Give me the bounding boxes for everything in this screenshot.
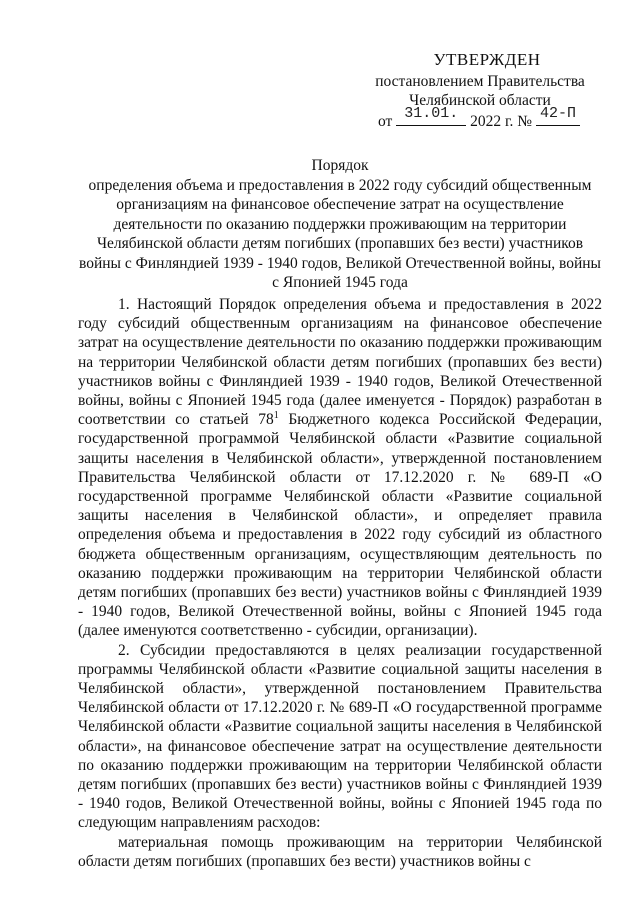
title-line-1: Порядок: [311, 157, 369, 174]
title-line-2: определения объема и предоставления в 2022 году субсидий общественным: [88, 176, 592, 194]
date-blank: [396, 105, 466, 126]
from-label: от: [378, 113, 393, 130]
handwritten-number: 42-П: [539, 105, 576, 122]
document-body: [78, 295, 602, 871]
article-superscript: 1: [273, 410, 279, 422]
paragraph-1-part-b: Бюджетного кодекса Российской Федерации, государственной программой Челябинской области «Развитие социальной защиты населения в Челябинской области», утвержденной постановлением Правительства Челябинской области от 17.12.2020 г. № 689-П «О государственной программе Челябинской области «Развитие социальной защиты населения в Челябинской области», и определяет правила определения объема и предоставления в 2022 году субсидий из областного бюджета общественным организациям, осуществляющим деятельность по оказанию поддержки проживающим на территории Челябинской области детям погибших (пропавших без вести) участников войны с Финляндией 1939 - 1940 годов, Великой Отечественной войны, войны с Японией 1945 года (далее именуются соответственно - субсидии, организации).: [78, 411, 602, 640]
approval-line-2: Челябинской области: [409, 92, 551, 109]
paragraph-2: 2. Субсидии предоставляются в целях реализации государственной программы Челябинской области «Развитие социальной защиты населения в Челябинской области», утвержденной постановлением Правительства Челябинской области от 17.12.2020 г. № 689-П «О государственной программе Челябинской области «Развитие социальной защиты населения в Челябинской области», на финансовое обеспечение затрат на осуществление деятельности по оказанию поддержки проживающим на территории Челябинской области детям погибших (пропавших без вести) участников войны с Финляндией 1939 - 1940 годов, Великой Отечественной войны, войны с Японией 1945 года по следующим направлениям расходов:: [78, 641, 602, 832]
approved-heading: УТВЕРЖДЕН: [433, 50, 541, 69]
title-line-7: с Японией 1945 года: [272, 274, 408, 291]
paragraph-1: [78, 295, 602, 641]
approval-line-1: постановлением Правительства: [375, 73, 585, 90]
title-line-3: организациям на финансовое обеспечение затрат на осуществление: [116, 196, 564, 213]
document-title: [70, 156, 610, 293]
approval-date-line: [378, 105, 600, 131]
title-line-5: Челябинской области детям погибших (пропавших без вести) участников: [96, 235, 584, 252]
paragraph-3: материальная помощь проживающим на территории Челябинской области детям погибших (пропавших без вести) участников войны с: [78, 833, 602, 870]
handwritten-date: 31.01.: [404, 105, 459, 122]
title-line-4: деятельности по оказанию поддержки проживающим на территории: [113, 215, 567, 233]
approval-stamp: [360, 50, 600, 131]
year-number-label: 2022 г. №: [470, 113, 533, 130]
paragraph-1-part-a: 1. Настоящий Порядок определения объема и предоставления в 2022 году субсидий общественным организациям на финансовое обеспечение затрат на осуществление деятельности по оказанию поддержки проживающим на территории Челябинской области детям погибших (пропавших без вести) участников войны с Финляндией 1939 - 1940 годов, Великой Отечественной войны, войны с Японией 1945 года (далее именуется - Порядок) разработан в соответствии со статьей 78: [78, 296, 602, 429]
title-line-6: войны с Финляндией 1939 - 1940 годов, Великой Отечественной войны, войны: [79, 254, 601, 272]
number-blank: [536, 105, 580, 126]
